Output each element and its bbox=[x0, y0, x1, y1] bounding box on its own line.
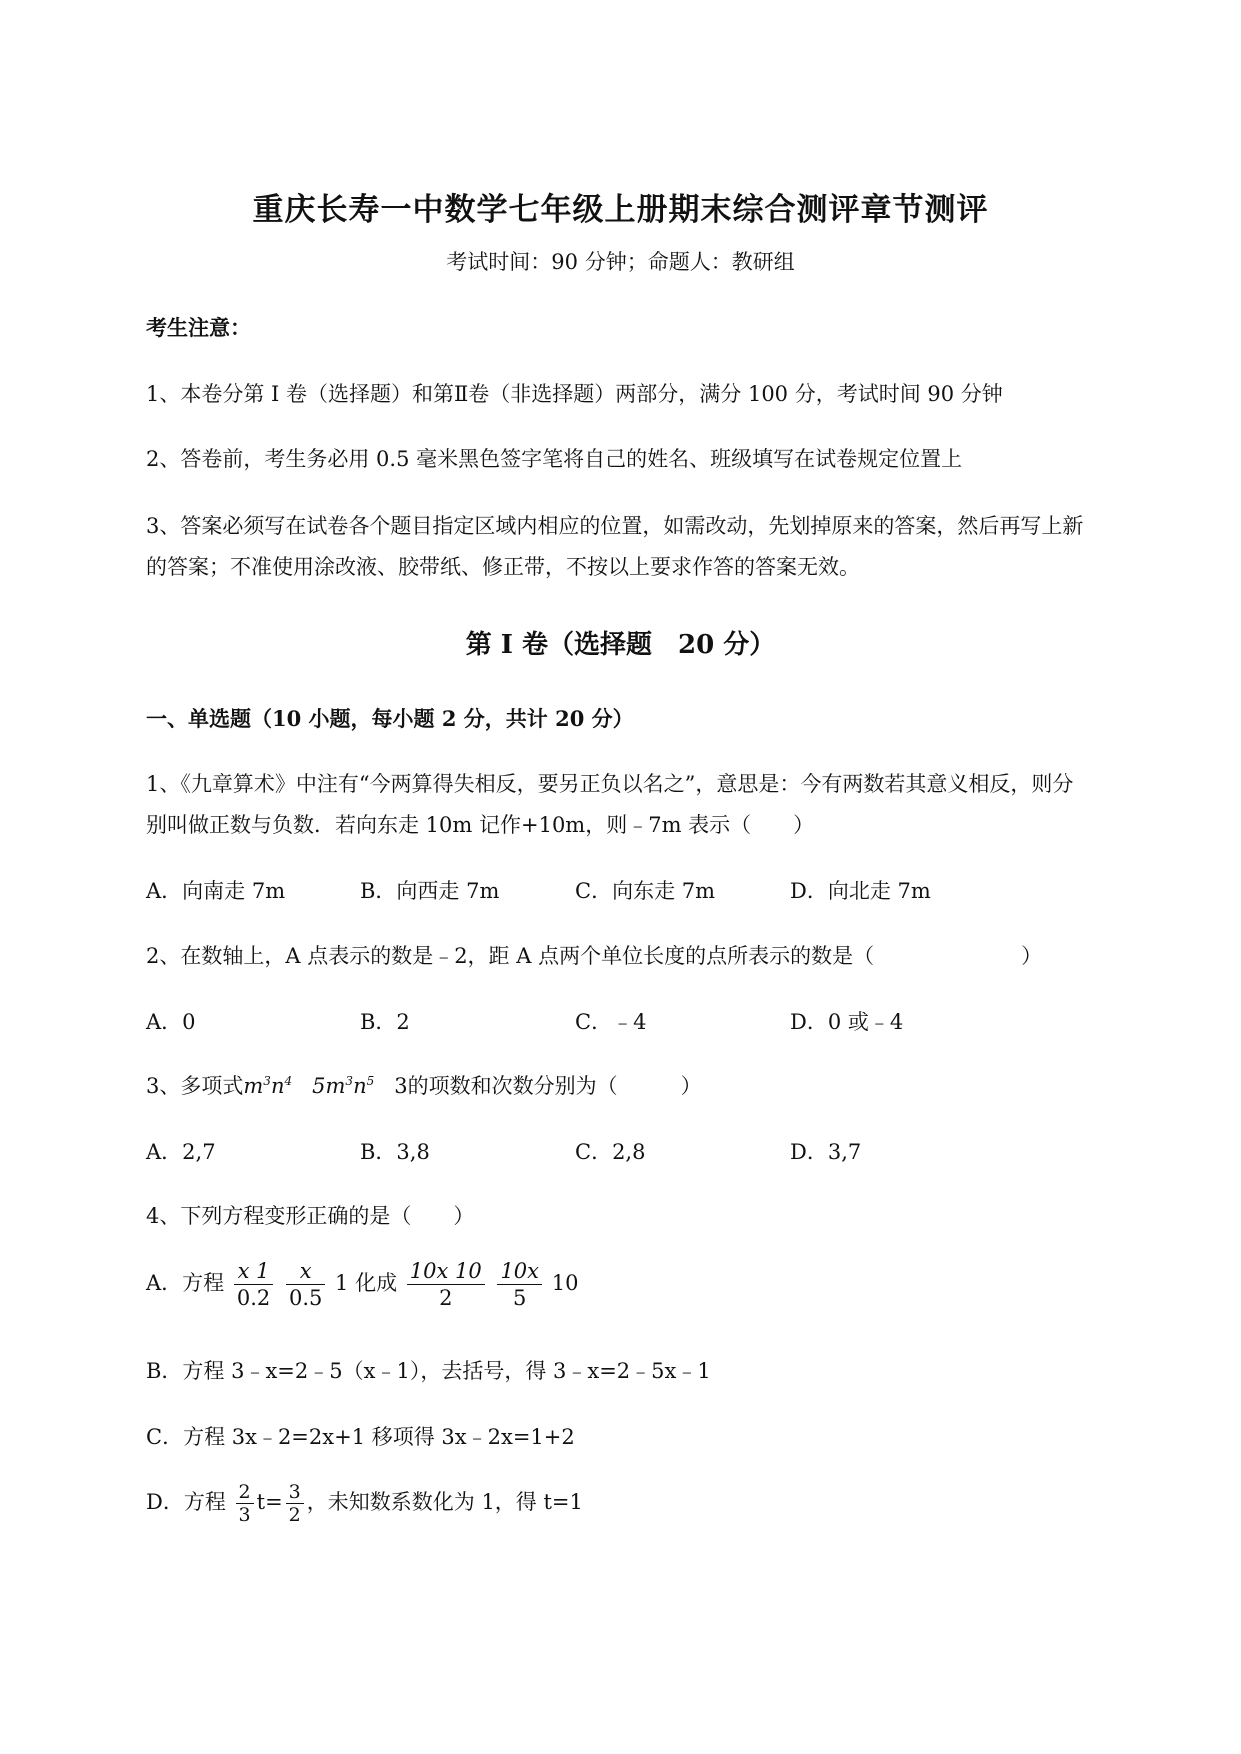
question-4-option-d bbox=[146, 1481, 583, 1526]
question-1-option-a: A．向南走 7m bbox=[146, 879, 286, 903]
fraction-2 bbox=[286, 1258, 325, 1311]
question-4-option-c: C．方程 3x﹣2=2x+1 移项得 3x﹣2x=1+2 bbox=[146, 1425, 575, 1449]
question-4-option-b: B．方程 3﹣x=2﹣5（x﹣1），去括号，得 3﹣x=2﹣5x﹣1 bbox=[146, 1359, 711, 1383]
fraction-4-numerator: 10x bbox=[497, 1258, 542, 1285]
question-3-suffix: 的项数和次数分别为（ ） bbox=[407, 1074, 702, 1098]
option-a-end: 10 bbox=[551, 1271, 579, 1295]
question-3-prefix: 3、多项式 bbox=[146, 1074, 244, 1098]
notice-item-3-cont: 的答案；不准使用涂改液、胶带纸、修正带，不按以上要求作答的答案无效。 bbox=[146, 555, 860, 579]
question-1-option-d: D．向北走 7m bbox=[790, 879, 931, 903]
polynomial-term-2 bbox=[312, 1074, 374, 1098]
fraction-3-numerator: 10x 10 bbox=[407, 1258, 485, 1285]
option-d-suffix: ，未知数系数化为 1，得 t=1 bbox=[306, 1490, 583, 1514]
fraction-3 bbox=[407, 1258, 485, 1311]
section-title: 第 I 卷（选择题 20 分） bbox=[465, 630, 776, 660]
fraction-1 bbox=[234, 1258, 273, 1311]
question-3-stem bbox=[146, 1070, 702, 1100]
question-1-option-b: B．向西走 7m bbox=[360, 879, 500, 903]
term-1-exponent: 3 bbox=[263, 1074, 271, 1088]
fraction-4 bbox=[497, 1258, 542, 1311]
term-3-base: 5m bbox=[312, 1074, 346, 1098]
question-1-line-2: 别叫做正数与负数．若向东走 10m 记作+10m，则﹣7m 表示（ ） bbox=[146, 813, 815, 837]
exam-title: 重庆长寿一中数学七年级上册期末综合测评章节测评 bbox=[252, 192, 989, 228]
fraction-5 bbox=[236, 1481, 254, 1526]
fraction-5-denominator: 3 bbox=[238, 1504, 251, 1526]
option-a-prefix: A．方程 bbox=[146, 1271, 225, 1295]
question-3-option-d: D．3,7 bbox=[790, 1140, 862, 1164]
fraction-6 bbox=[286, 1481, 304, 1526]
fraction-6-denominator: 2 bbox=[288, 1504, 301, 1526]
term-2-exponent: 4 bbox=[284, 1074, 293, 1088]
fraction-3-denominator: 2 bbox=[439, 1286, 453, 1310]
fraction-6-numerator: 3 bbox=[286, 1481, 304, 1504]
part-heading: 一、单选题（10 小题，每小题 2 分，共计 20 分） bbox=[146, 706, 634, 731]
polynomial-term-3: 3 bbox=[394, 1074, 408, 1098]
fraction-1-denominator: 0.2 bbox=[236, 1286, 271, 1310]
term-4-base: n bbox=[353, 1074, 367, 1098]
exam-subtitle: 考试时间：90 分钟；命题人：教研组 bbox=[446, 250, 795, 274]
option-d-prefix: D．方程 bbox=[146, 1490, 226, 1514]
question-3-option-c: C．2,8 bbox=[575, 1140, 646, 1164]
fraction-2-numerator: x bbox=[286, 1258, 325, 1285]
question-3-option-b: B．3,8 bbox=[360, 1140, 430, 1164]
term-3-exponent: 3 bbox=[345, 1074, 354, 1088]
polynomial-term-1 bbox=[243, 1074, 292, 1098]
question-1-option-c: C．向东走 7m bbox=[575, 879, 716, 903]
question-4-option-a bbox=[146, 1258, 578, 1311]
question-3-option-a: A．2,7 bbox=[146, 1140, 216, 1164]
notice-item-3: 3、答案必须写在试卷各个题目指定区域内相应的位置，如需改动，先划掉原来的答案，然后再写上新 bbox=[146, 514, 1084, 538]
notice-item-2: 2、答卷前，考生务必用 0.5 毫米黑色签字笔将自己的姓名、班级填写在试卷规定位置上 bbox=[146, 447, 963, 471]
term-4-exponent: 5 bbox=[366, 1074, 375, 1088]
fraction-1-numerator: x 1 bbox=[234, 1258, 273, 1285]
question-2-option-d: D．0 或﹣4 bbox=[790, 1010, 904, 1034]
fraction-4-denominator: 5 bbox=[513, 1286, 527, 1310]
fraction-2-denominator: 0.5 bbox=[288, 1286, 323, 1310]
notice-item-1: 1、本卷分第 I 卷（选择题）和第Ⅱ卷（非选择题）两部分，满分 100 分，考试时间 90 分钟 bbox=[146, 382, 1003, 406]
question-2-option-b: B．2 bbox=[360, 1010, 410, 1034]
term-2-base: n bbox=[270, 1074, 285, 1098]
term-1-base: m bbox=[243, 1074, 264, 1098]
question-2-option-a: A．0 bbox=[146, 1010, 196, 1034]
fraction-5-numerator: 2 bbox=[236, 1481, 254, 1504]
question-2-option-c: C．﹣4 bbox=[575, 1010, 647, 1034]
question-1-line-1: 1、《九章算术》中注有“今两算得失相反，要另正负以名之”，意思是：今有两数若其意义相反，则分 bbox=[146, 772, 1074, 796]
question-2-stem: 2、在数轴上，A 点表示的数是﹣2，距 A 点两个单位长度的点所表示的数是（ ） bbox=[146, 944, 1043, 968]
option-a-middle: 1 化成 bbox=[335, 1271, 398, 1295]
question-4-stem: 4、下列方程变形正确的是（ ） bbox=[146, 1204, 475, 1228]
option-d-middle: t= bbox=[256, 1490, 283, 1514]
notice-heading: 考生注意： bbox=[146, 315, 251, 340]
